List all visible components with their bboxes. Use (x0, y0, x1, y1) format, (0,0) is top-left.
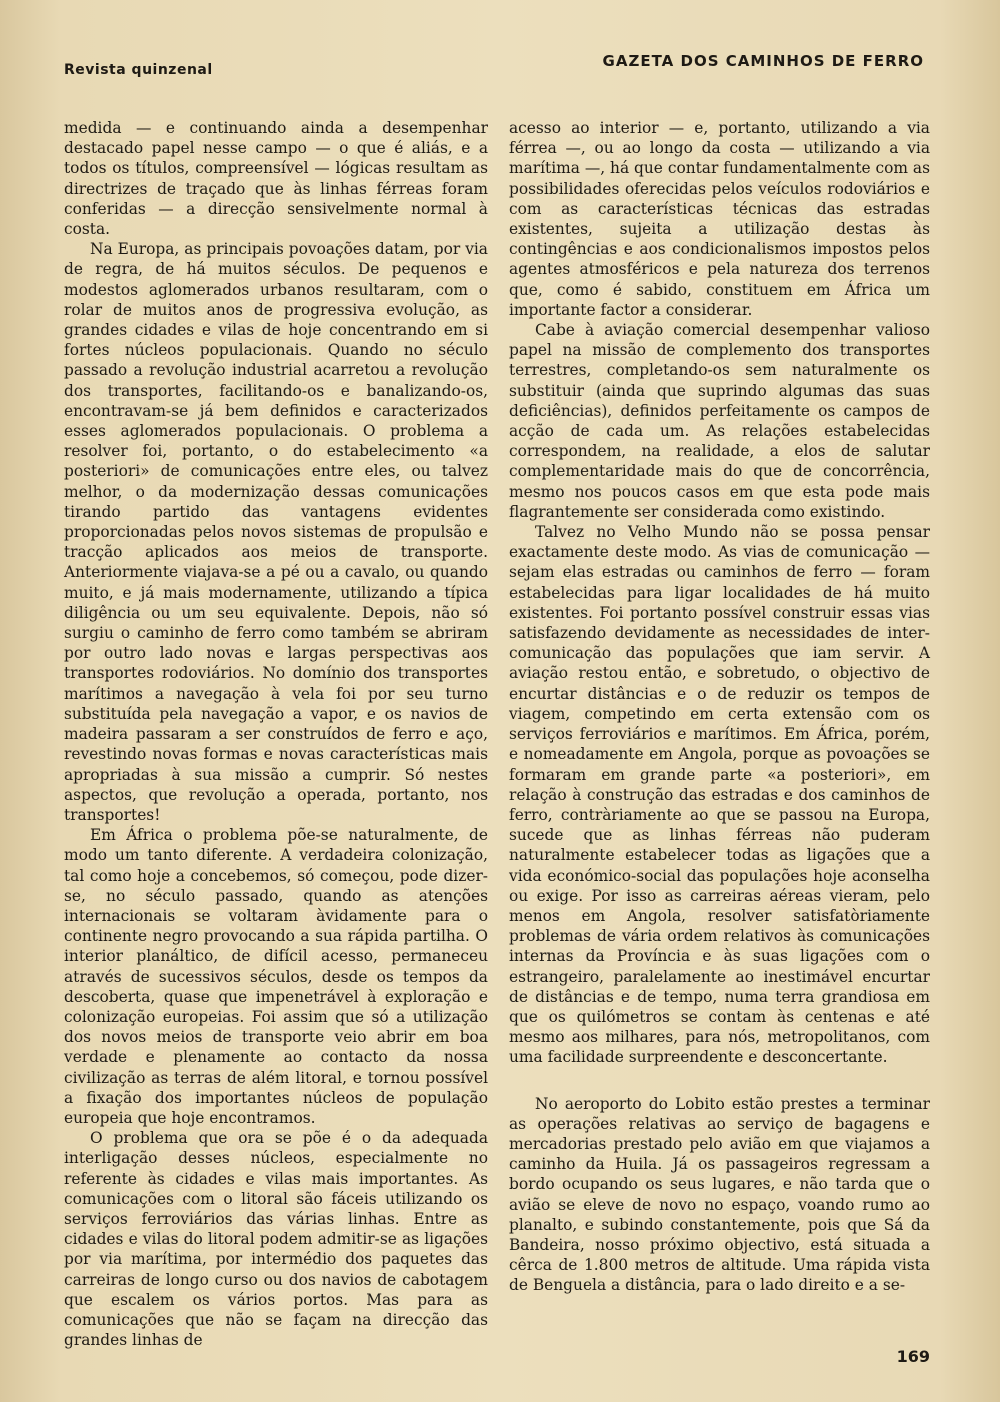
paragraph: O problema que ora se põe é o da adequada interligação desses núcleos, especialmente no referente às cidades e vilas mais importantes. As comunicações com o litoral são fáceis utilizando os serviços ferroviários das várias linhas. Entre as cidades e vilas do litoral podem admitir-se as ligações por via marítima, por intermédio dos paquetes das carreiras de longo curso ou dos navios de cabotagem que escalem os vários portos. Mas para as comunicações que não se façam na direcção das grandes linhas de (64, 1129, 488, 1350)
paragraph: Em África o problema põe-se naturalmente, de modo um tanto diferente. A verdadeira colonização, tal como hoje a concebemos, só começou, pode dizer-se, no século passado, quando as atenções internacionais se voltaram àvidamente para o continente negro provocando a sua rápida partilha. O interior planáltico, de difícil acesso, permaneceu através de sucessivos séculos, desde os tempos da descoberta, quase que impenetrável à exploração e colonização europeias. Foi assim que só a utilização dos novos meios de transporte veio abrir em boa verdade e plenamente ao contacto da nossa civilização as terras de além litoral, e tornou possível a fixação dos importantes núcleos de população europeia que hoje encontramos. (64, 826, 488, 1127)
paragraph: Cabe à aviação comercial desempenhar valioso papel na missão de complemento dos transportes terrestres, completando-os sem naturalmente os substituir (ainda que suprindo algumas das suas deficiências), definidos perfeitamente os campos de acção de cada um. As relações estabelecidas correspondem, na realidade, a elos de salutar complementaridade mais do que de concorrência, mesmo nos poucos casos em que esta pode mais flagrantemente ser considerada como existindo. (509, 321, 930, 521)
running-header-left: Revista quinzenal (64, 62, 213, 78)
paragraph: No aeroporto do Lobito estão prestes a terminar as operações relativas ao serviço de bagagens e mercadorias prestado pelo avião em que viajamos a caminho da Huila. Já os passageiros regressam a bordo ocupando os seus lugares, e não tarda que o avião se eleve de novo no espaço, voando rumo ao planalto, e subindo constantemente, pois que Sá da Bandeira, nosso próximo objectivo, está situada a cêrca de 1.800 metros de altitude. Uma rápida vista de Benguela a distância, para o lado direito e a se- (509, 1094, 930, 1295)
paragraph: medida — e continuando ainda a desempenhar destacado papel nesse campo — o que é aliás, e a todos os títulos, compreensível — lógicas resultam as directrizes de traçado que às linhas férreas foram conferidas — a direcção sensivelmente normal à costa. (64, 119, 488, 239)
page-number: 169 (896, 1347, 930, 1366)
article-column-left (64, 118, 488, 1350)
running-header-title: GAZETA DOS CAMINHOS DE FERRO (602, 52, 924, 70)
paragraph: Na Europa, as principais povoações datam, por via de regra, de há muitos séculos. De pequenos e modestos aglomerados urbanos resultaram, com o rolar de muitos anos de progressiva evolução, as grandes cidades e vilas de hoje concentrando em si fortes núcleos populacionais. Quando no século passado a revolução industrial acarretou a revolução dos transportes, facilitando-os e banalizando-os, encontravam-se já bem definidos e caracterizados esses aglomerados populacionais. O problema a resolver foi, portanto, o do estabelecimento «a posteriori» de comunicações entre eles, ou talvez melhor, o da modernização dessas comunicações tirando partido das vantagens evidentes proporcionadas pelos novos sistemas de propulsão e tracção aplicados aos meios de transporte. Anteriormente viajava-se a pé ou a cavalo, ou quando muito, e já mais modernamente, utilizando a típica diligência ou um seu equivalente. Depois, não só surgiu o caminho de ferro como também se abriram por outro lado novas e largas perspectivas aos transportes rodoviários. No domínio dos transportes marítimos a navegação à vela foi por seu turno substituída pela navegação a vapor, e os navios de madeira passaram a ser construídos de ferro e aço, revestindo novas formas e novas características mais apropriadas à sua missão a cumprir. Só nestes aspectos, que revolução a operada, portanto, nos transportes! (64, 240, 488, 824)
paragraph: acesso ao interior — e, portanto, utilizando a via férrea —, ou ao longo da costa — utilizando a via marítima —, há que contar fundamentalmente com as possibilidades oferecidas pelos veículos rodoviários e com as características técnicas das estradas existentes, sujeita a utilização destas às contingências e aos condicionalismos impostos pelos agentes atmosféricos e pela natureza dos terrenos que, como é sabido, constituem em África um importante factor a considerar. (509, 119, 930, 319)
article-column-right (509, 118, 930, 1296)
paragraph: Talvez no Velho Mundo não se possa pensar exactamente deste modo. As vias de comunicação — sejam elas estradas ou caminhos de ferro — foram estabelecidas para ligar localidades de há muito existentes. Foi portanto possível construir essas vias satisfazendo devidamente as necessidades de inter-comunicação das populações que iam servir. A aviação restou então, e sobretudo, o objectivo de encurtar distâncias e o de reduzir os tempos de viagem, competindo em certa extensão com os serviços ferroviários e marítimos. Em África, porém, e nomeadamente em Angola, porque as povoações se formaram em grande parte «a posteriori», em relação à construção das estradas e dos caminhos de ferro, contràriamente ao que se passou na Europa, sucede que as linhas férreas não puderam naturalmente estabelecer todas as ligações que a vida económico-social das populações hoje aconselha ou exige. Por isso as carreiras aéreas vieram, pelo menos em Angola, resolver satisfatòriamente problemas de vária ordem relativos às comunicações internas da Província e às suas ligações com o estrangeiro, paralelamente ao inestimável encurtar de distâncias e de tempo, numa terra grandiosa em que os quilómetros se contam às centenas e até mesmo aos milhares, para nós, metropolitanos, com uma facilidade surpreendente e desconcertante. (509, 523, 930, 1067)
